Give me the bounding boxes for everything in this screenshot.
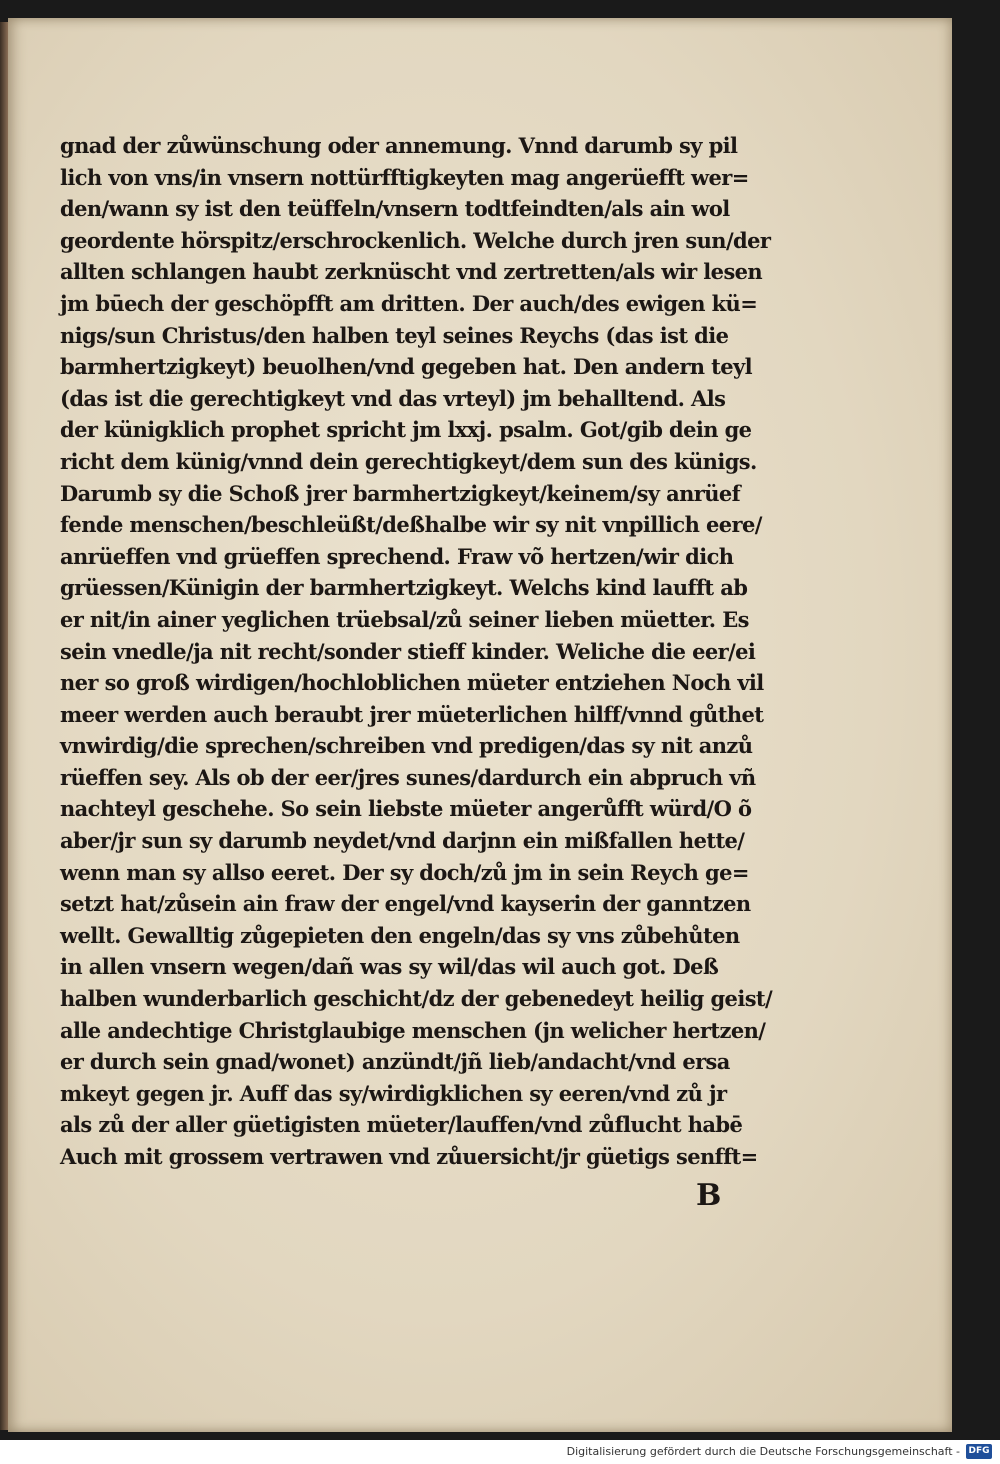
dfg-logo-icon: DFG (966, 1444, 992, 1459)
signature-mark: B (696, 1178, 722, 1213)
text-line: geordente hörspitz/erschrockenlich. Welche durch jren sun/der (60, 227, 771, 253)
text-line: den/wann sy ist den teüffeln/vnsern todtfeindten/als ain wol (60, 196, 730, 222)
page-text-block (60, 130, 800, 1173)
text-line: (das ist die gerechtigkeyt vnd das vrteyl) jm behalltend. Als (60, 385, 726, 411)
text-line: anrüeffen vnd grüeffen sprechend. Fraw võ hertzen/wir dich (60, 543, 734, 569)
text-line: ner so groß wirdigen/hochloblichen müeter entziehen Noch vil (60, 670, 764, 696)
text-line: grüessen/Künigin der barmhertzigkeyt. Welchs kind laufft ab (60, 575, 748, 601)
text-line: nigs/sun Christus/den halben teyl seines Reychs (das ist die (60, 322, 729, 348)
text-line: Darumb sy die Schoß jrer barmhertzigkeyt/keinem/sy anrüef (60, 480, 741, 506)
text-line: meer werden auch beraubt jrer müeterlichen hilff/vnnd gůthet (60, 701, 764, 727)
text-line: wenn man sy allso eeret. Der sy doch/zů jm in sein Reych ge= (60, 859, 749, 885)
text-line: Auch mit grossem vertrawen vnd zůuersicht/jr güetigs senfft= (60, 1144, 758, 1169)
funding-credit: Digitalisierung gefördert durch die Deutsche Forschungsgemeinschaft - (566, 1445, 960, 1458)
text-line: der künigklich prophet spricht jm lxxj. psalm. Got/gib dein ge (60, 417, 752, 443)
text-line: nachteyl geschehe. So sein liebste müeter angerůfft würd/O õ (60, 796, 752, 822)
text-line: halben wunderbarlich geschicht/dz der gebenedeyt heilig geist/ (60, 986, 773, 1012)
text-line: setzt hat/zůsein ain fraw der engel/vnd kayserin der ganntzen (60, 891, 751, 917)
text-line: in allen vnsern wegen/dañ was sy wil/das wil auch got. Deß (60, 954, 719, 980)
text-line: barmhertzigkeyt) beuolhen/vnd gegeben hat. Den andern teyl (60, 354, 753, 380)
text-line: rüeffen sey. Als ob der eer/jres sunes/dardurch ein abpruch vñ (60, 764, 756, 790)
text-line: er nit/in ainer yeglichen trüebsal/zů seiner lieben müetter. Es (60, 606, 749, 632)
text-line: allten schlangen haubt zerknüscht vnd zertretten/als wir lesen (60, 259, 763, 285)
page-binding-edge (0, 22, 8, 1430)
text-line: richt dem künig/vnnd dein gerechtigkeyt/dem sun des künigs. (60, 448, 757, 474)
text-line: gnad der zůwünschung oder annemung. Vnnd darumb sy pil (60, 133, 738, 158)
text-line: jm būech der geschöpfft am dritten. Der auch/des ewigen kü= (60, 290, 758, 316)
text-line: als zů der aller güetigisten müeter/lauffen/vnd zůflucht habē (60, 1112, 743, 1138)
text-line: alle andechtige Christglaubige menschen (jn welicher hertzen/ (60, 1017, 766, 1043)
footer-bar (0, 1440, 1000, 1464)
text-line: sein vnedle/ja nit recht/sonder stieff kinder. Weliche die eer/ei (60, 638, 756, 664)
text-line: er durch sein gnad/wonet) anzündt/jñ lieb/andacht/vnd ersa (60, 1049, 730, 1075)
text-line: aber/jr sun sy darumb neydet/vnd darjnn ein mißfallen hette/ (60, 828, 745, 854)
book-page (8, 18, 952, 1432)
text-line: wellt. Gewalltig zůgepieten den engeln/das sy vns zůbehůten (60, 922, 740, 948)
text-line: vnwirdig/die sprechen/schreiben vnd predigen/das sy nit anzů (60, 733, 753, 759)
text-line: mkeyt gegen jr. Auff das sy/wirdigklichen sy eeren/vnd zů jr (60, 1080, 727, 1106)
text-line: fende menschen/beschleüßt/deßhalbe wir sy nit vnpillich eere/ (60, 512, 762, 538)
text-line: lich von vns/in vnsern nottürfftigkeyten mag angerüefft wer= (60, 164, 749, 190)
